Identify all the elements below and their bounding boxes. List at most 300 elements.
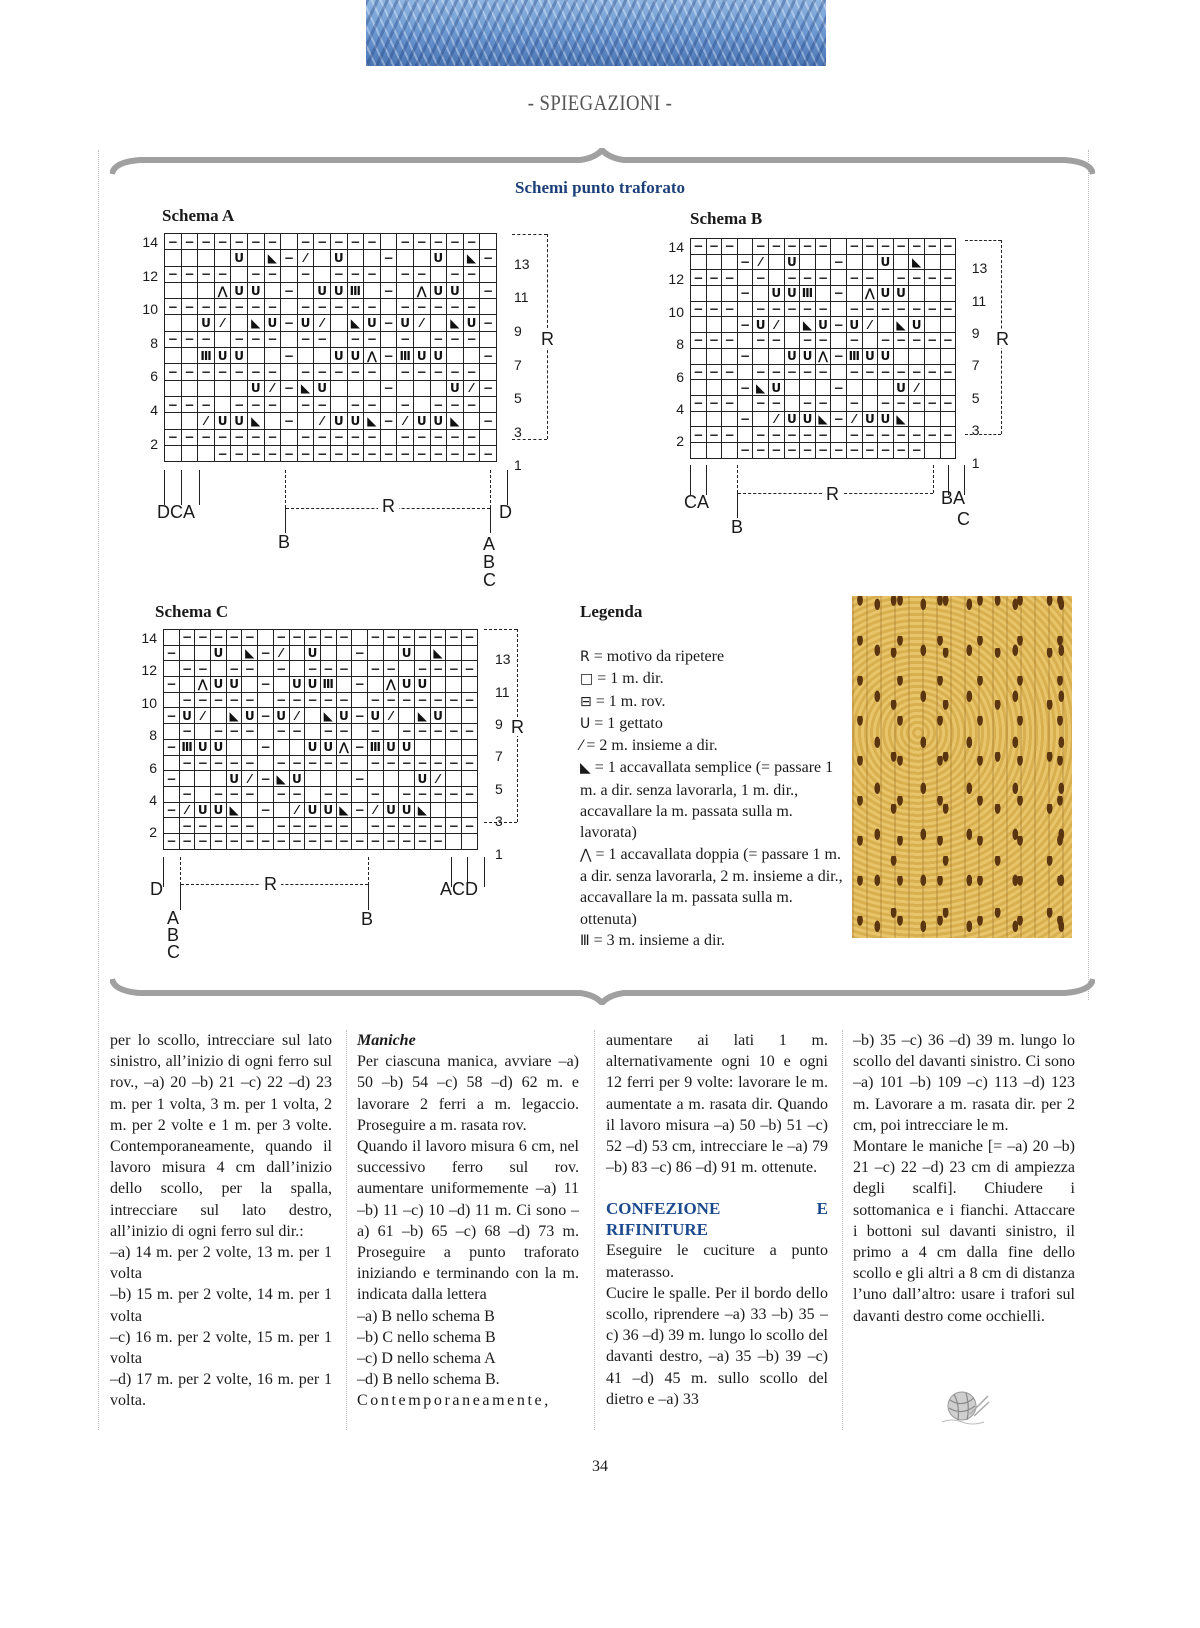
stitch-cell: − [784, 364, 800, 380]
stitch-cell: − [164, 708, 180, 724]
stitch-cell [940, 254, 956, 270]
legend-text: = 2 m. insieme a dir. [582, 737, 718, 755]
stitch-cell [446, 771, 462, 787]
stitch-cell [463, 348, 480, 364]
stitch-cell: − [281, 250, 298, 266]
stitch-cell: ⁄ [846, 411, 862, 427]
stitch-cell: ⋀ [413, 282, 430, 298]
stitch-cell: − [415, 661, 431, 677]
stitch-cell [347, 380, 364, 396]
stitch-cell: ◣ [447, 413, 464, 429]
schema-c-label-abc [167, 910, 181, 961]
schema-a-label-d-right: D [499, 502, 512, 522]
chart-row [164, 833, 478, 849]
stitch-cell [846, 254, 862, 270]
stitch-cell [164, 786, 180, 802]
stitch-cell [706, 254, 722, 270]
stitch-cell: − [364, 445, 381, 461]
stitch-cell [380, 429, 397, 445]
row-number-left: 12 [142, 267, 158, 284]
stitch-cell: U [226, 771, 242, 787]
stitch-cell: − [367, 786, 383, 802]
row-number-left: 2 [149, 824, 157, 841]
stitch-cell [722, 411, 738, 427]
charts-heading: Schemi punto traforato [515, 178, 685, 197]
stitch-cell: U [893, 286, 909, 302]
stitch-cell: U [815, 317, 831, 333]
stitch-cell: − [753, 333, 769, 349]
stitch-cell: ⁄ [430, 771, 446, 787]
stitch-cell: − [446, 786, 462, 802]
stitch-cell [399, 708, 415, 724]
row-number-right: 13 [495, 651, 511, 668]
chart-row [165, 315, 497, 331]
stitch-cell: − [305, 692, 321, 708]
stitch-cell [281, 331, 298, 347]
stitch-cell [413, 250, 430, 266]
stitch-cell [480, 299, 497, 315]
stitch-cell: − [211, 818, 227, 834]
stitch-cell [181, 413, 198, 429]
stitch-cell: − [297, 445, 314, 461]
stitch-cell [195, 771, 211, 787]
legend-item [580, 844, 850, 930]
stitch-cell: − [181, 364, 198, 380]
stitch-cell: − [413, 234, 430, 250]
stitch-cell: ⋀ [336, 739, 352, 755]
stitch-cell: − [737, 317, 753, 333]
stitch-cell: U [195, 802, 211, 818]
stitch-cell [784, 317, 800, 333]
stitch-cell: − [940, 333, 956, 349]
stitch-cell: ⁄ [862, 317, 878, 333]
stitch-cell [181, 348, 198, 364]
stitch-cell: − [198, 299, 215, 315]
stitch-cell: − [195, 630, 211, 646]
stitch-cell: − [336, 755, 352, 771]
stitch-cell: − [399, 755, 415, 771]
stitch-cell [768, 254, 784, 270]
schema-a-repeat-bracket-top [512, 234, 547, 235]
stitch-cell: ◣ [297, 380, 314, 396]
stitch-cell: U [415, 677, 431, 693]
stitch-cell: − [364, 429, 381, 445]
paragraph: –a) B nello schema B [357, 1307, 495, 1325]
stitch-cell: − [878, 333, 894, 349]
stitch-cell: U [320, 739, 336, 755]
stitch-cell: − [273, 755, 289, 771]
stitch-cell: U [347, 413, 364, 429]
stitch-cell: − [347, 234, 364, 250]
schema-a-grid [164, 233, 497, 462]
stitch-cell: − [893, 270, 909, 286]
stitch-cell: − [320, 724, 336, 740]
stitch-cell: U [297, 315, 314, 331]
stitch-cell: − [909, 239, 925, 255]
stitch-cell [195, 645, 211, 661]
stitch-cell: − [273, 661, 289, 677]
row-number-left: 4 [150, 402, 158, 418]
stitch-cell: − [330, 429, 347, 445]
stitch-cell: − [314, 364, 331, 380]
legend-symbol-icon: □ [580, 671, 594, 688]
paragraph: per lo scollo, intrecciare sul lato sinistro, all’inizio di ogni ferro sul rov., –a) 20 –b) 21 –c) 22 –d) 23 m. per 1 volta, 3 m. per 1 volta, 2 m. per 2 volte e 1 m. per 3 volte. Contemporaneamente, quando il lavoro misura 4 cm dall’inizio dello scollo, per la spalla, intrecciare sul lato destro, all’inizio di ogni ferro sul dir.: [110, 1032, 332, 1240]
paragraph: –a) 14 m. per 2 volte, 13 m. per 1 volta [110, 1244, 332, 1283]
stitch-cell [231, 266, 248, 282]
stitch-cell: − [924, 301, 940, 317]
stitch-cell: − [480, 380, 497, 396]
stitch-cell [179, 645, 195, 661]
stitch-cell: − [383, 755, 399, 771]
stitch-cell: − [691, 270, 707, 286]
stitch-cell: − [336, 724, 352, 740]
legend-item [580, 713, 850, 735]
stitch-cell: − [352, 739, 368, 755]
stitch-cell: U [330, 348, 347, 364]
stitch-cell [380, 364, 397, 380]
stitch-cell: U [399, 645, 415, 661]
stitch-cell [383, 645, 399, 661]
stitch-cell: − [336, 661, 352, 677]
stitch-cell: − [430, 234, 447, 250]
stitch-cell: − [364, 364, 381, 380]
stitch-cell: − [397, 396, 414, 412]
schema-b-repeat-bracket-bottom [965, 434, 1001, 435]
stitch-cell: − [164, 677, 180, 693]
stitch-cell: − [430, 786, 446, 802]
schema-b-marker-a [706, 465, 707, 495]
schema-a-repeat-bottom-label: R [378, 497, 399, 515]
stitch-cell: Ⅲ [320, 677, 336, 693]
schema-b-label-b: B [731, 517, 744, 537]
stitch-cell [706, 380, 722, 396]
stitch-cell [722, 254, 738, 270]
stitch-cell: U [862, 348, 878, 364]
stitch-cell [706, 442, 722, 458]
stitch-cell [831, 364, 847, 380]
stitch-cell: − [330, 234, 347, 250]
stitch-cell: ◣ [800, 317, 816, 333]
paragraph: –c) 16 m. per 2 volte, 15 m. per 1 volta [110, 1328, 332, 1368]
row-number-left: 4 [149, 792, 157, 808]
stitch-cell: − [231, 445, 248, 461]
stitch-cell: − [214, 429, 231, 445]
stitch-cell: − [831, 348, 847, 364]
stitch-cell: ⁄ [179, 802, 195, 818]
schema-b-marker-b [737, 493, 738, 518]
stitch-cell [831, 395, 847, 411]
stitch-cell: − [226, 786, 242, 802]
stitch-cell [722, 348, 738, 364]
stitch-cell: − [413, 364, 430, 380]
stitch-cell: − [226, 833, 242, 849]
stitch-cell: − [289, 724, 305, 740]
stitch-cell: − [415, 833, 431, 849]
stitch-cell: − [415, 630, 431, 646]
stitch-cell: − [226, 661, 242, 677]
stitch-cell: − [198, 266, 215, 282]
stitch-cell: − [195, 661, 211, 677]
stitch-cell: − [415, 786, 431, 802]
stitch-cell: − [399, 692, 415, 708]
stitch-cell: − [924, 364, 940, 380]
stitch-cell: − [924, 270, 940, 286]
stitch-cell: U [289, 771, 305, 787]
stitch-cell [264, 282, 281, 298]
stitch-cell: ◣ [815, 411, 831, 427]
row-number-right: 3 [971, 422, 980, 439]
text-column-2 [357, 1030, 579, 1412]
stitch-cell: ⋀ [195, 677, 211, 693]
row-number-right: 3 [514, 423, 522, 440]
stitch-cell: − [878, 427, 894, 443]
stitch-cell: − [706, 239, 722, 255]
stitch-cell [352, 786, 368, 802]
stitch-cell [165, 445, 182, 461]
chart-row [164, 739, 478, 755]
stitch-cell: U [314, 282, 331, 298]
stitch-cell [480, 266, 497, 282]
stitch-cell: − [297, 429, 314, 445]
stitch-cell: ⁄ [198, 413, 215, 429]
stitch-cell [181, 250, 198, 266]
stitch-cell [691, 380, 707, 396]
stitch-cell: − [181, 396, 198, 412]
chart-row [691, 427, 956, 443]
stitch-cell: − [214, 299, 231, 315]
stitch-cell: − [330, 364, 347, 380]
stitch-cell: − [281, 380, 298, 396]
stitch-cell: − [722, 395, 738, 411]
legend-title: Legenda [580, 602, 643, 621]
row-number-left: 2 [150, 435, 158, 452]
stitch-cell: − [831, 442, 847, 458]
stitch-cell [364, 282, 381, 298]
stitch-cell: Ⅲ [846, 348, 862, 364]
schema-b-label-ca: CA [684, 492, 710, 512]
stitch-cell: − [165, 299, 182, 315]
stitch-cell [924, 411, 940, 427]
stitch-cell [305, 724, 321, 740]
stitch-cell: ⁄ [753, 254, 769, 270]
stitch-cell [181, 380, 198, 396]
legend-text: = motivo da ripetere [589, 648, 725, 665]
stitch-cell [247, 348, 264, 364]
stitch-cell: − [815, 301, 831, 317]
stitch-cell: Ⅲ [800, 286, 816, 302]
stitch-cell: − [447, 299, 464, 315]
stitch-cell [364, 250, 381, 266]
stitch-cell: − [247, 299, 264, 315]
stitch-cell: − [289, 786, 305, 802]
stitch-cell [413, 380, 430, 396]
stitch-cell: − [181, 266, 198, 282]
stitch-cell: − [462, 692, 478, 708]
stitch-cell [924, 348, 940, 364]
row-number-right: 5 [514, 390, 522, 407]
stitch-cell: U [383, 739, 399, 755]
stitch-cell: − [258, 739, 274, 755]
stitch-cell: − [753, 364, 769, 380]
stitch-cell [462, 739, 478, 755]
stitch-cell: − [706, 395, 722, 411]
legend-text: = 1 accavallata semplice (= passare 1 m. a dir. senza lavorarla, 1 m. dir., accavallare la m. passata sulla m. lavorata) [580, 759, 834, 842]
row-number-right: 1 [971, 454, 980, 471]
stitch-cell [878, 317, 894, 333]
stitch-cell: − [430, 630, 446, 646]
stitch-cell [380, 234, 397, 250]
text-column-3 [606, 1030, 828, 1410]
chart-row [691, 333, 956, 349]
stitch-cell [380, 396, 397, 412]
stitch-cell: − [380, 413, 397, 429]
stitch-cell: − [768, 395, 784, 411]
stitch-cell: − [940, 364, 956, 380]
stitch-cell: − [367, 818, 383, 834]
section-title: - SPIEGAZIONI - [527, 90, 673, 115]
stitch-cell: − [462, 661, 478, 677]
stitch-cell: − [297, 266, 314, 282]
stitch-cell [281, 429, 298, 445]
row-number-left: 8 [149, 727, 157, 744]
stitch-cell: ⋀ [364, 348, 381, 364]
stitch-cell [878, 270, 894, 286]
chart-row [164, 677, 478, 693]
paragraph: aumentare ai lati 1 m. alternativamente ogni 10 e ogni 12 ferri per 9 volte: lavorare le m. aumentate a m. rasata dir. Quando il lavoro misura –a) 50 –b) 51 –c) 52 –d) 53 cm, intrecciare le –a) 79 –b) 83 –c) 86 –d) 91 m. ottenute. [606, 1032, 828, 1177]
stitch-cell: U [447, 380, 464, 396]
stitch-cell: − [264, 331, 281, 347]
stitch-cell: − [815, 333, 831, 349]
legend-text: = 1 accavallata doppia (= passare 1 m. a dir. senza lavorarla, 2 m. insieme a dir., accavallare la m. passata sulla m. ottenuta) [580, 845, 843, 928]
stitch-cell [691, 286, 707, 302]
stitch-cell [242, 802, 258, 818]
stitch-cell [258, 630, 274, 646]
stitch-cell: − [214, 266, 231, 282]
paragraph: –c) D nello schema A [357, 1350, 496, 1368]
stitch-cell: − [242, 755, 258, 771]
row-number-right: 13 [971, 260, 988, 277]
stitch-cell [198, 380, 215, 396]
row-number-left: 10 [668, 303, 684, 320]
lace-swatch-photo [852, 596, 1072, 938]
legend-symbol-icon: ◣ [580, 760, 591, 777]
stitch-cell: − [430, 755, 446, 771]
stitch-cell: − [722, 364, 738, 380]
stitch-cell: − [264, 429, 281, 445]
stitch-cell [397, 380, 414, 396]
stitch-cell [214, 250, 231, 266]
stitch-cell [737, 427, 753, 443]
stitch-cell [383, 724, 399, 740]
stitch-cell: ⁄ [768, 317, 784, 333]
paragraph: –d) 17 m. per 2 volte, 16 m. per 1 volta. [110, 1371, 332, 1410]
stitch-cell [164, 724, 180, 740]
stitch-cell: − [462, 818, 478, 834]
stitch-cell: ⁄ [367, 802, 383, 818]
stitch-cell: U [195, 739, 211, 755]
stitch-cell: − [846, 301, 862, 317]
stitch-cell: U [413, 413, 430, 429]
stitch-cell: − [463, 445, 480, 461]
stitch-cell [706, 348, 722, 364]
stitch-cell: − [179, 786, 195, 802]
stitch-cell: − [480, 250, 497, 266]
stitch-cell [281, 364, 298, 380]
stitch-cell: U [214, 348, 231, 364]
stitch-cell: U [214, 413, 231, 429]
stitch-cell: − [399, 630, 415, 646]
stitch-cell: U [878, 411, 894, 427]
schema-a-marker-d [164, 470, 165, 505]
chart-row [165, 380, 497, 396]
stitch-cell [846, 380, 862, 396]
stitch-cell [347, 250, 364, 266]
stitch-cell [214, 380, 231, 396]
stitch-cell: − [909, 333, 925, 349]
stitch-cell [737, 239, 753, 255]
paragraph: –d) B nello schema B. [357, 1371, 500, 1389]
stitch-cell [831, 270, 847, 286]
row-number-right: 11 [971, 292, 987, 309]
stitch-cell: − [347, 266, 364, 282]
legend-text: = 1 m. dir. [593, 670, 664, 688]
stitch-cell: − [893, 364, 909, 380]
stitch-cell: U [909, 317, 925, 333]
stitch-cell: − [281, 445, 298, 461]
stitch-cell: − [691, 427, 707, 443]
stitch-cell [940, 380, 956, 396]
stitch-cell: − [691, 395, 707, 411]
stitch-cell: U [430, 708, 446, 724]
stitch-cell: − [831, 380, 847, 396]
stitch-cell [179, 771, 195, 787]
stitch-cell [336, 645, 352, 661]
stitch-cell [305, 786, 321, 802]
stitch-cell: U [242, 708, 258, 724]
row-number-left: 6 [150, 368, 158, 385]
stitch-cell: − [924, 427, 940, 443]
row-number-left: 8 [676, 336, 684, 353]
schema-a-repeat-end [490, 470, 491, 508]
stitch-cell [289, 739, 305, 755]
stitch-cell: − [258, 645, 274, 661]
stitch-cell: − [446, 724, 462, 740]
stitch-cell: − [815, 270, 831, 286]
stitch-cell [352, 630, 368, 646]
stitch-cell: ⁄ [195, 708, 211, 724]
stitch-cell: − [247, 234, 264, 250]
header-knit-photo [366, 0, 826, 66]
stitch-cell: − [314, 445, 331, 461]
stitch-cell: − [364, 234, 381, 250]
stitch-cell: − [179, 661, 195, 677]
stitch-cell: − [691, 333, 707, 349]
stitch-cell: − [831, 411, 847, 427]
stitch-cell [446, 739, 462, 755]
schema-c-label-acd: ACD [440, 879, 479, 899]
stitch-cell: ◣ [415, 802, 431, 818]
stitch-cell [258, 786, 274, 802]
schema-a-repeat-bracket-bottom [512, 439, 547, 440]
stitch-cell: − [878, 364, 894, 380]
stitch-cell: − [768, 333, 784, 349]
stitch-cell: U [231, 413, 248, 429]
stitch-cell: − [264, 266, 281, 282]
stitch-cell [480, 331, 497, 347]
schema-a-marker-a [199, 470, 200, 505]
row-number-right: 5 [495, 780, 503, 797]
stitch-cell: − [195, 755, 211, 771]
